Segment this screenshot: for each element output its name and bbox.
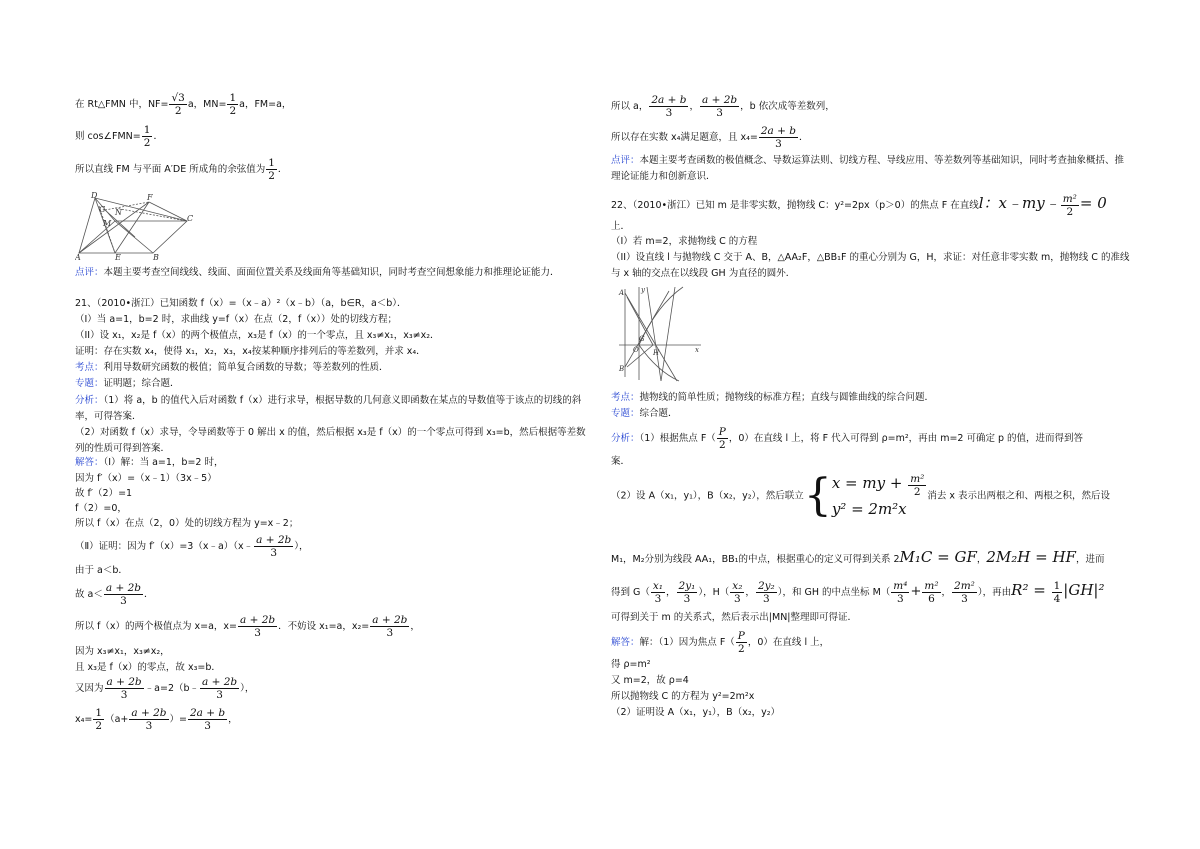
fig2-label-a: A	[619, 289, 625, 297]
jd2-line: （2）证明设 A（x₁，y₁），B（x₂，y₂）	[611, 707, 781, 718]
fenxi-2-coords: 得到 G（ $\frac{\text{x₁}}{3}$ ， $\frac{\text{2y₁}}{3}$ ），H（ $\frac{\text{x₂}}{3}$ ， $\frac{\text{2y₂}}{3}$ ），和 GH 的中点坐标 M（ $\frac{\text{m⁴}}{3}$ + $\frac{\text{m²}}{6}$ ， $\frac{\text{2m²}}{3}$ ），再由R² = $\frac{1}{4}$ |GH|²	[611, 580, 1105, 605]
fraction	[254, 534, 293, 559]
text: 本题主要考查空间线线、线面、面面位置关系及线面角等基础知识，同时考查空间想象能力和推理论证能力．	[103, 267, 560, 278]
label-dianping: 点评：	[75, 267, 104, 278]
fraction	[952, 580, 977, 605]
fraction	[1061, 193, 1079, 218]
fraction	[756, 580, 777, 605]
label-fenxi: 分析：	[611, 433, 640, 444]
num: a + 2b	[702, 94, 738, 106]
num: √3	[171, 92, 185, 104]
fenxi-2-end: 可得到关于 m 的关系式，然后表示出|MN|整理即可得证．	[611, 612, 857, 623]
q21-title: 21、（2010•浙江）已知函数 f（x）=（x﹣a）²（x﹣b）（a，b∈R，a＜b）．	[75, 298, 407, 309]
math: = 0	[1079, 194, 1107, 212]
text: ，0）在直线 l 上，将 F 代入可得到 ρ=m²，再由 m=2 可确定 p 的值，进而得到答	[728, 433, 1084, 444]
den: 6	[928, 593, 935, 605]
text: 故 a＜	[75, 589, 103, 600]
fraction	[730, 580, 744, 605]
num: m²	[924, 580, 939, 592]
fraction	[922, 580, 940, 605]
text: 综合题．	[639, 408, 678, 419]
text: 在 Rt△FMN 中，NF=	[75, 99, 169, 110]
fraction	[104, 582, 143, 607]
label-dianping: 点评：	[611, 155, 640, 166]
fraction	[717, 426, 728, 451]
num: 1	[1053, 580, 1061, 592]
fenxi-2-system	[611, 472, 1110, 520]
text: 所以存在实数 x₄满足题意，且 x₄=	[611, 132, 758, 143]
jd2-line: 又 m=2，故 ρ=4	[611, 675, 689, 686]
num: a + 2b	[131, 707, 167, 719]
text: 抛物线的简单性质；抛物线的标准方程；直线与圆锥曲线的综合问题．	[639, 392, 935, 403]
num: P	[718, 426, 726, 438]
fenxi	[75, 393, 593, 425]
fraction	[651, 580, 665, 605]
num: 2a + b	[760, 125, 797, 137]
den: 2	[737, 643, 745, 655]
fraction	[188, 707, 227, 732]
geometry-figure	[75, 188, 195, 260]
text: ．	[799, 132, 809, 143]
text: ），和 GH 的中点坐标 M（	[777, 587, 891, 598]
den: 2	[913, 486, 921, 498]
num: x₂	[732, 580, 743, 592]
text: ，	[689, 101, 699, 112]
jieda-2	[611, 630, 829, 655]
fig2-label-b: B	[619, 365, 625, 373]
fraction	[105, 676, 144, 701]
q22-title	[611, 193, 1107, 218]
den: 2	[229, 105, 237, 117]
jd-line: 由于 a＜b．	[75, 565, 128, 576]
jd-line-8	[75, 582, 154, 607]
fig2-label-x: x	[695, 346, 699, 354]
text: ，	[410, 621, 420, 632]
text: 又因为	[75, 683, 104, 694]
math: R² =	[1011, 581, 1051, 599]
num: a + 2b	[372, 614, 408, 626]
fraction	[891, 580, 909, 605]
den: 3	[204, 720, 211, 732]
fraction	[908, 473, 926, 498]
text: ．	[277, 164, 288, 175]
math: x = my +	[831, 474, 908, 492]
fig-label-e: E	[115, 253, 121, 260]
jd-line-12	[75, 676, 254, 701]
text: （a+	[105, 714, 129, 725]
fig-label-b: B	[153, 253, 159, 260]
text: 本题主要考查函数的极值概念、导数运算法则、切线方程、导线应用、等差数列等基础知识，同时考查抽象概括、推理论证能力和创新意识．	[611, 155, 1125, 182]
den: 3	[145, 720, 153, 732]
jieda	[75, 456, 223, 469]
label-fenxi: 分析：	[75, 395, 104, 406]
text: ）=	[169, 714, 187, 725]
fig2-label-h: H	[653, 349, 660, 357]
text: 消去 x 表示出两根之和、两根之积，然后设	[927, 490, 1111, 502]
fraction	[736, 630, 747, 655]
line-nf	[75, 92, 291, 117]
text: （1）根据焦点 F（	[639, 433, 716, 444]
line-cos	[75, 124, 163, 149]
fraction	[266, 157, 277, 182]
num: 1	[95, 707, 103, 719]
text: （Ⅰ）解：当 a=1，b=2 时，	[103, 457, 224, 468]
fig-label-c: C	[187, 214, 194, 223]
den: 2	[268, 170, 275, 182]
num: 1	[229, 92, 237, 104]
fraction	[1052, 580, 1063, 605]
text: ），再由	[977, 587, 1012, 598]
r-line-1	[611, 94, 835, 119]
text: ，	[228, 714, 238, 725]
den: 3	[120, 689, 128, 701]
fraction	[200, 676, 239, 701]
kaodian	[75, 361, 389, 374]
text: a，FM=a，	[239, 99, 292, 110]
text: 22、（2010•浙江）已知 m 是非零实数，抛物线 C：y²=2px（p＞0）的焦点 F 在直线	[611, 200, 979, 211]
text: ），	[294, 541, 309, 552]
text: ．	[143, 589, 154, 600]
den: 3	[120, 595, 127, 607]
jd-line-13	[75, 707, 238, 732]
num: P	[737, 630, 745, 642]
fig-label-m: M	[103, 219, 112, 228]
fraction	[238, 614, 277, 639]
q21-proof: 证明：存在实数 x₄，使得 x₁，x₂，x₃，x₄按某种顺序排列后的等差数列，并求 x₄．	[75, 346, 426, 357]
text: （Ⅱ）证明：因为 f′（x）=3（x﹣a）（x﹣	[75, 541, 254, 552]
num: 2a + b	[189, 707, 226, 719]
eq-2: y² = 2m²x	[831, 500, 907, 518]
fig-label-d: D	[91, 191, 98, 200]
num: a + 2b	[256, 534, 292, 546]
q22-part2: （II）设直线 l 与抛物线 C 交于 A、B，△AA₂F，△BB₁F 的重心分别为 G，H，求证：对任意非零实数 m，抛物线 C 的准线与 x 轴的交点在以线段 GH 为直径的圆外．	[611, 252, 1130, 279]
jd2-line: 所以抛物线 C 的方程为 y²=2m²x	[611, 691, 755, 702]
text: ，0）在直线 l 上，	[747, 637, 830, 648]
fraction	[759, 125, 798, 150]
den: 3	[683, 593, 691, 605]
den: 3	[654, 593, 662, 605]
fig2-label-o: O	[633, 346, 639, 354]
zhuanti-2	[611, 407, 678, 420]
label-zhuanti: 专题：	[611, 408, 640, 419]
num: 2m²	[954, 580, 975, 592]
fig2-label-g: G	[639, 335, 645, 343]
text: 得到 G（	[611, 587, 650, 598]
den: 4	[1053, 593, 1061, 605]
den: 2	[95, 720, 103, 732]
den: 3	[734, 593, 741, 605]
parabola-figure	[617, 285, 701, 383]
jd-line: 且 x₃是 f（x）的零点，故 x₃=b．	[75, 662, 221, 673]
label-jieda: 解答：	[611, 637, 640, 648]
jd-line: 故 f′（2）=1	[75, 488, 133, 499]
den: 2	[718, 439, 726, 451]
fraction	[227, 92, 238, 117]
num: 1	[143, 124, 151, 136]
label-kaodian: 考点：	[611, 392, 640, 403]
num: a + 2b	[105, 582, 141, 594]
zhuanti	[75, 377, 180, 390]
text: x₄=	[75, 714, 93, 725]
jd-line: f（2）=0，	[75, 503, 127, 514]
fig-label-f: F	[147, 193, 153, 202]
den: 3	[386, 627, 394, 639]
num: a + 2b	[202, 676, 238, 688]
math: |GH|²	[1063, 581, 1105, 599]
text: 所以 f（x）的两个极值点为 x=a，x=	[75, 621, 237, 632]
den: 3	[216, 689, 223, 701]
math: l：x﹣my﹣	[978, 194, 1060, 212]
num: m²	[910, 473, 925, 485]
fenxi-2: （2）对函数 f（x）求导，令导函数等于 0 解出 x 的值，然后根据 x₃是 f（x）的一个零点可得到 x₃=b，然后根据等差数列的性质可得到答案．	[75, 427, 586, 454]
eq-1	[832, 472, 928, 498]
fraction	[142, 124, 153, 149]
label-kaodian: 考点：	[75, 362, 104, 373]
num: 2a + b	[651, 94, 687, 106]
num: 1	[268, 157, 275, 169]
text: ．	[153, 131, 163, 142]
den: 3	[665, 107, 673, 119]
num: m²	[1062, 193, 1077, 205]
vector-eq-2: 2M₂H = HF	[986, 548, 1076, 566]
text: ，b 依次成等差数列，	[740, 101, 835, 112]
text: （2）设 A（x₁，y₁），B（x₂，y₂），然后联立	[611, 490, 804, 502]
den: 3	[254, 627, 261, 639]
den: 3	[763, 593, 770, 605]
q21-part2: （II）设 x₁，x₂是 f（x）的两个极值点，x₃是 f（x）的一个零点，且 x₃≠x₁，x₃≠x₂．	[75, 330, 440, 341]
den: 2	[143, 137, 151, 149]
fig-label-a: A	[75, 253, 81, 260]
fenxi-2-vectors: M₁，M₂分别为线段 AA₁，BB₁的中点，根据重心的定义可得到关系 2M₁C = GF，2M₂H = HF，进而	[611, 548, 1105, 566]
jd-line: 因为 x₃≠x₁，x₃≠x₂，	[75, 646, 170, 657]
fraction	[370, 614, 409, 639]
fenxi-2-line1	[611, 426, 1083, 451]
text: （1）将 a，b 的值代入后对函数 f（x）进行求导，根据导数的几何意义即函数在某点的导数值等于该点的切线的斜率，可得答案．	[75, 395, 582, 422]
fraction	[700, 94, 739, 119]
comment-20	[75, 265, 593, 281]
den: 2	[174, 105, 182, 117]
den: 3	[897, 593, 904, 605]
jd-line-6	[75, 534, 309, 559]
fraction	[649, 94, 688, 119]
num: x₁	[652, 580, 664, 592]
den: 3	[270, 547, 278, 559]
fig-label-n: N	[115, 208, 122, 217]
brace: {	[803, 470, 832, 521]
den: 3	[775, 138, 782, 150]
text: a，MN=	[187, 99, 227, 110]
q22-on: 上．	[611, 221, 631, 232]
num: 2y₂	[757, 580, 775, 592]
fig-label-g: G	[99, 205, 106, 214]
num: m⁴	[893, 580, 908, 592]
fraction	[677, 580, 698, 605]
text: 所以 a，	[611, 101, 649, 112]
fraction	[129, 707, 168, 732]
vector-eq-1: M₁C = GF	[899, 548, 977, 566]
den: 2	[1066, 206, 1074, 218]
text: ，进而	[1075, 554, 1105, 565]
text: 解：（1）因为焦点 F（	[639, 637, 735, 648]
q21-part1: （I）当 a=1，b=2 时，求曲线 y=f（x）在点（2，f（x））处的切线方程；	[75, 314, 398, 325]
num: a + 2b	[240, 614, 276, 626]
label-zhuanti: 专题：	[75, 378, 104, 389]
text: ），H（	[698, 587, 730, 598]
text: 证明题；综合题．	[103, 378, 180, 389]
num: 2y₁	[678, 580, 696, 592]
fraction	[93, 707, 104, 732]
den: 3	[716, 107, 723, 119]
fenxi-2-line2: 案．	[611, 456, 631, 467]
equation-system	[832, 472, 928, 520]
jd-line: 因为 f′（x）=（x﹣1）（3x﹣5）	[75, 473, 217, 484]
text: 则 cos∠FMN=	[75, 131, 141, 142]
jd-line: 所以 f（x）在点（2，0）处的切线方程为 y=x﹣2；	[75, 518, 299, 529]
fraction	[169, 92, 186, 117]
text: M₁，M₂分别为线段 AA₁，BB₁的中点，根据重心的定义可得到关系 2	[611, 554, 900, 565]
text: ），	[240, 683, 255, 694]
r-comment	[611, 153, 1131, 185]
line-conclusion	[75, 157, 287, 182]
r-line-2	[611, 125, 809, 150]
num: a + 2b	[106, 676, 142, 688]
kaodian-2	[611, 391, 934, 404]
text: ﹣a=2（b﹣	[144, 683, 200, 694]
text: 利用导数研究函数的极值；简单复合函数的导数；等差数列的性质．	[103, 362, 389, 373]
text: ．不妨设 x₁=a，x₂=	[278, 621, 370, 632]
text: 所以直线 FM 与平面 A′DE 所成角的余弦值为	[75, 164, 266, 175]
fig2-label-y: y	[641, 286, 645, 294]
label-jieda: 解答：	[75, 457, 104, 468]
q22-part1: （I）若 m=2，求抛物线 C 的方程	[611, 236, 758, 247]
jd2-line: 得 ρ=m²	[611, 659, 651, 670]
jd-line-9	[75, 614, 420, 639]
den: 3	[961, 593, 968, 605]
